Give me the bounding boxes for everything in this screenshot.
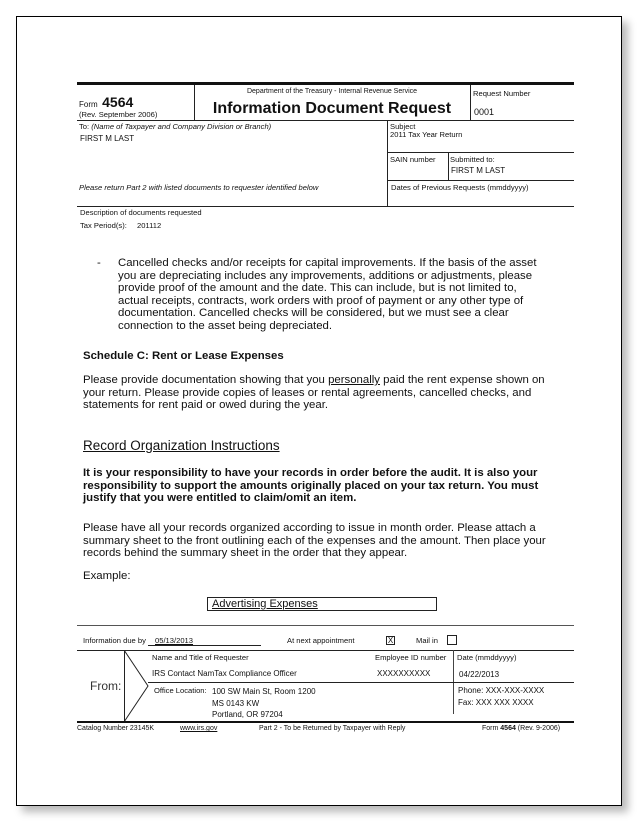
next-appointment-checkbox[interactable]: X [387,636,394,645]
form-number: 4564 [102,94,134,110]
footer-bottom-rule [77,721,574,723]
requester-value: IRS Contact NamTax Compliance Officer [152,669,297,678]
tax-period-row [80,221,161,230]
address-line: MS 0143 KW [212,698,260,708]
text-span: Please provide documentation showing that you [83,374,329,386]
form-footer-id [482,725,560,733]
schedule-c-line: your return. Please provide copies of leases or rental agreements, cancelled checks, and [83,386,532,399]
address-line: Portland, OR 97204 [212,710,283,719]
fax-value: Fax: XXX XXX XXXX [458,698,534,707]
request-number-value: 0001 [474,107,495,117]
bullet-line: provide proof of the amount and the date. This can include, but is not limited to, [118,282,517,295]
bullet-line: Cancelled checks and/or receipts for capital improvements. If the basis of the asset [118,257,537,269]
footer-top-rule [77,625,574,626]
irs-website-link[interactable]: www.irs.gov [180,725,218,732]
due-row-bottom-rule [77,650,574,651]
bullet-dash: - [97,257,101,269]
to-label-row [79,122,271,131]
text-span: Form [482,725,501,732]
form-title: Information Document Request [212,100,452,117]
responsibility-line: It is your responsibility to have your records in order before the audit. It is also your [83,467,538,479]
submitted-to-label: Submitted to: [450,155,495,164]
responsibility-line: justify that you were entitled to claim/omit an item. [83,492,357,505]
bullet-line: you are depreciating includes any improvements, additions or adjustments, please [118,269,533,282]
text-span: paid the rent expense shown on [379,374,545,386]
to-block-bottom-rule [77,206,574,207]
taxpayer-name: FIRST M LAST [80,134,135,143]
previous-requests-label: Dates of Previous Requests (mmddyyyy) [391,183,529,192]
organize-line: summary sheet to the front outlining each of the expenses and the amount. Then place your [83,534,546,547]
bullet-line: connection to the asset being depreciated. [118,319,333,332]
sain-number-label: SAIN number [390,155,436,164]
bullet-line: actual receipts, contracts, work orders with proof of payment or any other type of [118,294,524,307]
due-date-value [148,636,261,646]
sain-divider [448,152,449,180]
due-by-label: Information due by [83,636,146,645]
responsibility-paragraph [83,467,593,505]
header-divider-2 [470,85,471,120]
employee-id-value: XXXXXXXXXX [377,669,431,678]
catalog-number: Catalog Number 23145K [77,725,155,732]
bullet-line: documentation. Cancelled checks will be considered, but we must see a clear [118,307,509,320]
example-label: Example: [83,570,131,582]
header-top-rule [77,82,574,85]
record-organization-heading: Record Organization Instructions [83,438,280,453]
description-label: Description of documents requested [80,208,202,217]
subject-label: Subject [390,122,416,131]
organize-line: Please have all your records organized according to issue in month order. Please attach a [83,522,536,534]
form-revision: (Rev. September 2006) [79,110,158,119]
to-label: To: [79,122,90,131]
form-label: Form [79,100,98,109]
text-span: (Rev. 9-2006) [515,725,561,732]
from-chevron-icon [124,650,150,722]
schedule-c-line: statements for rent paid or owed during the year. [83,399,329,412]
employee-id-label: Employee ID number [375,653,447,662]
due-date-text: 05/13/2013 [155,636,194,645]
organize-line: records behind the summary sheet in the order that they appear. [83,547,408,560]
submitted-to-value: FIRST M LAST [451,166,506,175]
sain-bottom-rule [387,180,574,181]
part2-note: Part 2 - To be Returned by Taxpayer with Reply [259,725,406,732]
capital-improvements-bullet [118,257,588,333]
subject-bottom-rule [387,152,574,153]
schedule-c-paragraph [83,374,583,412]
responsibility-line: responsibility to support the amounts originally placed on your tax return. You must [83,479,539,492]
schedule-c-line [83,374,583,387]
office-location-label: Office Location: [154,686,207,695]
date-value: 04/22/2013 [459,670,500,679]
requester-row-bottom-rule [148,682,574,683]
department-label: Department of the Treasury - Internal Revenue Service [246,88,418,95]
example-box [207,597,437,611]
example-box-label: Advertising Expenses [212,598,318,610]
schedule-c-heading: Schedule C: Rent or Lease Expenses [83,350,284,362]
header-bottom-rule [77,120,574,121]
mail-in-label: Mail in [416,636,438,645]
requester-label: Name and Title of Requester [152,653,249,662]
tax-period-value: 201112 [136,221,162,230]
subject-value: 2011 Tax Year Return [390,130,463,139]
phone-value: Phone: XXX-XXX-XXXX [458,686,545,695]
form-footer-number: 4564 [500,725,516,732]
from-label: From: [90,679,122,693]
organize-paragraph [83,522,593,560]
personally-emphasis: personally [328,374,380,386]
address-line: 100 SW Main St, Room 1200 [212,687,316,696]
next-appointment-label: At next appointment [287,636,355,645]
tax-period-label: Tax Period(s): [80,221,127,230]
date-label: Date (mmddyyyy) [457,653,517,662]
document-page [16,16,622,806]
request-number-label: Request Number [473,89,531,98]
to-label-hint: (Name of Taxpayer and Company Division or Branch) [91,122,272,131]
office-location-address [212,686,316,721]
return-note: Please return Part 2 with listed documents to requester identified below [79,183,319,192]
mail-in-checkbox[interactable] [447,635,457,645]
to-subject-divider [387,120,388,207]
